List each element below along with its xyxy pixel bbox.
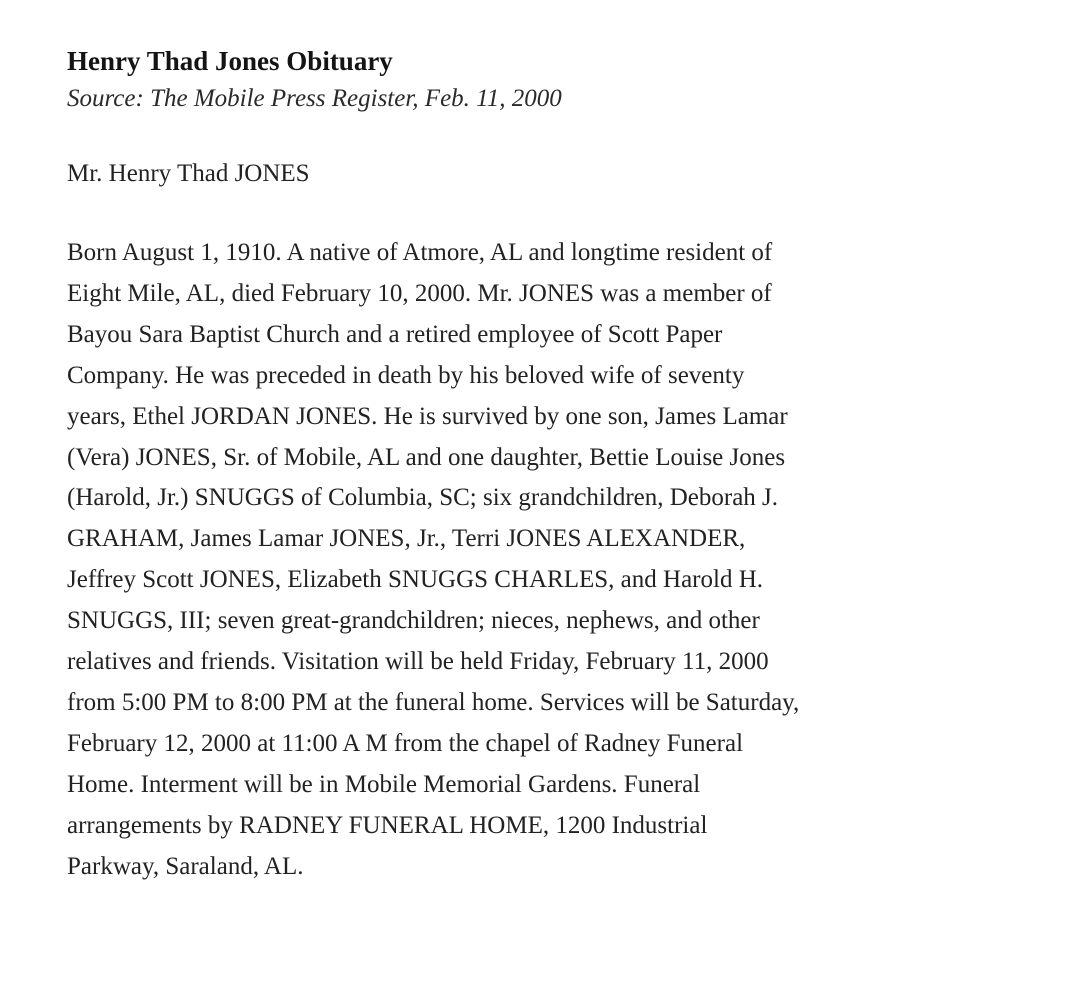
- body-line: from 5:00 PM to 8:00 PM at the funeral home. Services will be Saturday,: [67, 688, 800, 716]
- body-line: GRAHAM, James Lamar JONES, Jr., Terri JONES ALEXANDER,: [67, 525, 746, 553]
- body-line: February 12, 2000 at 11:00 A M from the chapel of Radney Funeral: [67, 729, 744, 757]
- body-line: SNUGGS, III; seven great-grandchildren; nieces, nephews, and other: [67, 607, 760, 635]
- body-line: arrangements by RADNEY FUNERAL HOME, 1200 Industrial: [67, 811, 708, 839]
- body-line: Eight Mile, AL, died February 10, 2000. Mr. JONES was a member of: [67, 279, 772, 307]
- body-line: years, Ethel JORDAN JONES. He is survived by one son, James Lamar: [67, 402, 788, 430]
- obituary-body: [67, 233, 1027, 888]
- deceased-name: Mr. Henry Thad JONES: [67, 160, 310, 187]
- body-line: (Harold, Jr.) SNUGGS of Columbia, SC; six grandchildren, Deborah J.: [67, 484, 779, 512]
- body-line: Jeffrey Scott JONES, Elizabeth SNUGGS CHARLES, and Harold H.: [67, 566, 763, 594]
- body-line: (Vera) JONES, Sr. of Mobile, AL and one daughter, Bettie Louise Jones: [67, 443, 786, 471]
- body-line: Born August 1, 1910. A native of Atmore, AL and longtime resident of: [67, 239, 773, 266]
- body-line: Bayou Sara Baptist Church and a retired employee of Scott Paper: [67, 320, 723, 348]
- body-line: Company. He was preceded in death by his beloved wife of seventy: [67, 361, 745, 389]
- document-title: Henry Thad Jones Obituary: [67, 46, 393, 76]
- body-line: Home. Interment will be in Mobile Memorial Gardens. Funeral: [67, 770, 701, 798]
- body-line: Parkway, Saraland, AL.: [67, 852, 304, 880]
- obituary-document: [67, 42, 1027, 888]
- body-line: relatives and friends. Visitation will be held Friday, February 11, 2000: [67, 648, 769, 676]
- source-citation: Source: The Mobile Press Register, Feb. 11, 2000: [67, 85, 562, 112]
